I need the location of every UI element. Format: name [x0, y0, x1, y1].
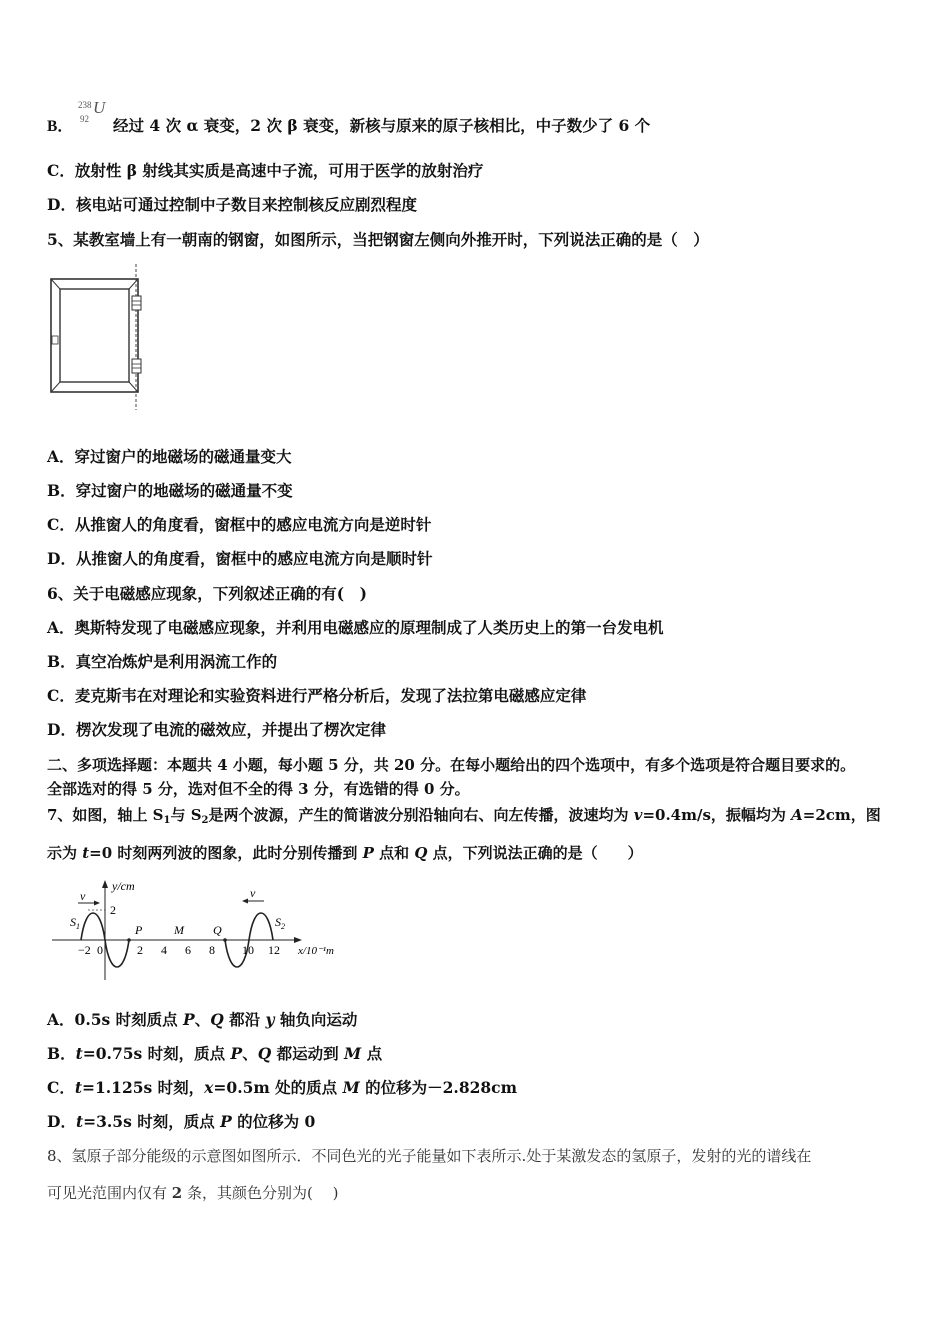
q6-option-a: A．奥斯特发现了电磁感应现象，并利用电磁感应的原理制成了人类历史上的第一台发电机 [47, 618, 664, 637]
x-tick-10: 10 [242, 943, 254, 957]
wave-figure [50, 872, 350, 984]
uranium-isotope-symbol [78, 100, 114, 130]
q7-option-d: D．t=3.5s 时刻，质点 P 的位移为 0 [47, 1112, 316, 1131]
q6-option-c: C．麦克斯韦在对理论和实验资料进行严格分析后，发现了法拉第电磁感应定律 [47, 686, 587, 705]
section2-heading-line2: 全部选对的得 5 分，选对但不全的得 3 分，有选错的得 0 分。 [47, 780, 470, 798]
q7-stem-line1: 7、如图，轴上 $S_1$与 $S_2$是两个波源，产生的简谐波分别沿轴向右、向左传播，波速均为 v=0.4m/s，振幅均为 A=2cm，图 [47, 806, 881, 826]
right-velocity-label: v [250, 886, 256, 900]
y-axis-label: y/cm [112, 879, 135, 893]
section2-heading-line1: 二、多项选择题：本题共 4 小题，每小题 5 分，共 20 分。在每小题给出的四个选项中，有多个选项是符合题目要求的。 [47, 756, 856, 774]
window-inner-frame [60, 289, 129, 382]
q7-option-a: A．0.5s 时刻质点 P、Q 都沿 y 轴负向运动 [47, 1010, 358, 1029]
q5-option-c: C．从推窗人的角度看，窗框中的感应电流方向是逆时针 [47, 515, 432, 534]
x-tick-4: 4 [161, 943, 167, 957]
window-outer-frame [51, 279, 138, 392]
x-axis-label: x/10⁻¹m [298, 945, 334, 957]
isotope-mass-number: 238 [78, 100, 92, 110]
x-tick-0: 0 [97, 943, 103, 957]
q8-stem-line2: 可见光范围内仅有 2 条，其颜色分别为( ) [47, 1184, 339, 1202]
q7-stem-line2: 示为 t=0 时刻两列波的图象，此时分别传播到 P 点和 Q 点，下列说法正确的是（ ） [47, 844, 643, 862]
q7-option-c: C．t=1.125s 时刻，x=0.5m 处的质点 M 的位移为－2.828cm [47, 1078, 518, 1097]
hinge-bottom [132, 359, 141, 373]
point-q-marker [223, 938, 227, 942]
x-tick-12: 12 [268, 943, 280, 957]
y-axis-arrow [102, 880, 108, 888]
point-p-marker [127, 938, 131, 942]
q4-option-b-text: 经过 4 次 α 衰变，2 次 β 衰变，新核与原来的原子核相比，中子数少了 6 个 [113, 116, 651, 135]
hinge-top [132, 296, 141, 310]
isotope-atomic-number: 92 [80, 114, 89, 124]
q5-option-d: D．从推窗人的角度看，窗框中的感应电流方向是顺时针 [47, 549, 433, 568]
q6-option-b: B．真空冶炼炉是利用涡流工作的 [47, 652, 278, 671]
q4-option-c: C．放射性 β 射线其实质是高速中子流，可用于医学的放射治疗 [47, 161, 484, 180]
option-label: B． [47, 118, 73, 135]
source-s1-label: $S_1$ [70, 915, 80, 931]
q4-option-d: D．核电站可通过控制中子数目来控制核反应剧烈程度 [47, 195, 417, 214]
q5-option-a: A．穿过窗户的地磁场的磁通量变大 [47, 447, 292, 466]
q8-stem-line1: 8、氢原子部分能级的示意图如图所示．不同色光的光子能量如下表所示.处于某激发态的氢原子，发射的光的谱线在 [47, 1147, 812, 1165]
x-tick-neg2: −2 [78, 943, 91, 957]
source-s2-label: $S_2$ [275, 915, 285, 931]
point-p-label: P [135, 923, 143, 937]
window-handle [52, 336, 58, 344]
x-tick-2: 2 [137, 943, 143, 957]
x-axis-arrow [294, 937, 302, 943]
q6-stem: 6、关于电磁感应现象，下列叙述正确的有( ) [47, 584, 367, 603]
q4-option-b [47, 116, 79, 137]
amplitude-tick: 2 [110, 903, 116, 917]
left-velocity-label: v [80, 889, 86, 903]
q7-option-b: B．t=0.75s 时刻，质点 P、Q 都运动到 M 点 [47, 1044, 383, 1063]
window-figure [44, 262, 154, 412]
q5-option-b: B．穿过窗户的地磁场的磁通量不变 [47, 481, 293, 500]
q5-stem: 5、某教室墙上有一朝南的钢窗，如图所示，当把钢窗左侧向外推开时，下列说法正确的是（ ） [47, 230, 709, 249]
point-q-label: Q [213, 923, 222, 937]
x-tick-8: 8 [209, 943, 215, 957]
point-m-label: M [174, 923, 184, 937]
q6-option-d: D．楞次发现了电流的磁效应，并提出了楞次定律 [47, 720, 386, 739]
x-tick-6: 6 [185, 943, 191, 957]
isotope-element: U [93, 98, 106, 117]
